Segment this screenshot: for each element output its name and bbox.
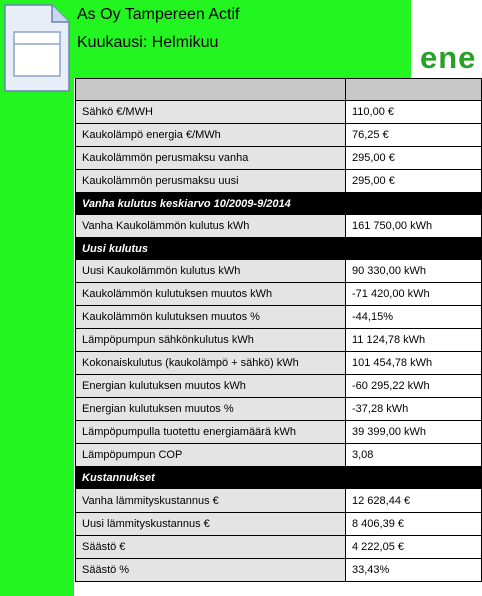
- row-label: Kaukolämmön perusmaksu vanha: [76, 147, 346, 170]
- table-row: [76, 306, 482, 329]
- table-row: [76, 559, 482, 582]
- table-row: [76, 375, 482, 398]
- section-header-row: [76, 238, 482, 260]
- row-label: Energian kulutuksen muutos kWh: [76, 375, 346, 398]
- row-value: 295,00 €: [346, 147, 482, 170]
- row-label: Kaukolämpö energia €/MWh: [76, 124, 346, 147]
- row-value: 8 406,39 €: [346, 513, 482, 536]
- row-value: 11 124,78 kWh: [346, 329, 482, 352]
- row-value: 161 750,00 kWh: [346, 215, 482, 238]
- row-label: Uusi Kaukolämmön kulutus kWh: [76, 260, 346, 283]
- row-value: 76,25 €: [346, 124, 482, 147]
- row-label: Energian kulutuksen muutos %: [76, 398, 346, 421]
- table-row: [76, 489, 482, 513]
- row-label: Uusi lämmityskustannus €: [76, 513, 346, 536]
- table-row: [76, 513, 482, 536]
- company-logo: ene: [420, 40, 477, 75]
- row-value: 90 330,00 kWh: [346, 260, 482, 283]
- row-value: [346, 79, 482, 101]
- row-value: -44,15%: [346, 306, 482, 329]
- report-table: [75, 78, 482, 582]
- row-value: 33,43%: [346, 559, 482, 582]
- table-row: [76, 124, 482, 147]
- row-label: Vanha Kaukolämmön kulutus kWh: [76, 215, 346, 238]
- company-name: As Oy Tampereen Actif: [77, 6, 240, 23]
- row-label: Kokonaiskulutus (kaukolämpö + sähkö) kWh: [76, 352, 346, 375]
- table-row: [76, 283, 482, 306]
- table-row: [76, 147, 482, 170]
- table-row: [76, 170, 482, 193]
- table-row: [76, 329, 482, 352]
- row-value: 295,00 €: [346, 170, 482, 193]
- table-row: [76, 421, 482, 444]
- row-label: [76, 79, 346, 101]
- row-value: 12 628,44 €: [346, 489, 482, 513]
- report-table-container: [75, 78, 482, 582]
- row-value: -71 420,00 kWh: [346, 283, 482, 306]
- row-label: Vanha lämmityskustannus €: [76, 489, 346, 513]
- row-value: -60 295,22 kWh: [346, 375, 482, 398]
- row-label: Kaukolämmön kulutuksen muutos kWh: [76, 283, 346, 306]
- section-title: Uusi kulutus: [76, 238, 482, 260]
- row-value: 4 222,05 €: [346, 536, 482, 559]
- table-row: [76, 260, 482, 283]
- row-label: Säästö €: [76, 536, 346, 559]
- row-label: Lämpöpumpun sähkönkulutus kWh: [76, 329, 346, 352]
- row-label: Lämpöpumpulla tuotettu energiamäärä kWh: [76, 421, 346, 444]
- section-title: Kustannukset: [76, 467, 482, 489]
- month-label: Kuukausi: Helmikuu: [77, 34, 219, 51]
- row-label: Kaukolämmön perusmaksu uusi: [76, 170, 346, 193]
- section-header-row: [76, 193, 482, 215]
- section-header-row: [76, 467, 482, 489]
- table-row: [76, 101, 482, 124]
- row-label: Lämpöpumpun COP: [76, 444, 346, 467]
- row-label: Säästö %: [76, 559, 346, 582]
- table-row: [76, 398, 482, 421]
- table-row: [76, 352, 482, 375]
- row-value: 3,08: [346, 444, 482, 467]
- row-value: 110,00 €: [346, 101, 482, 124]
- table-row: [76, 536, 482, 559]
- row-value: 39 399,00 kWh: [346, 421, 482, 444]
- row-value: 101 454,78 kWh: [346, 352, 482, 375]
- row-value: -37,28 kWh: [346, 398, 482, 421]
- table-row: [76, 444, 482, 467]
- row-label: Kaukolämmön kulutuksen muutos %: [76, 306, 346, 329]
- document-icon: [2, 2, 72, 94]
- blank-header-row: [76, 79, 482, 101]
- row-label: Sähkö €/MWH: [76, 101, 346, 124]
- section-title: Vanha kulutus keskiarvo 10/2009-9/2014: [76, 193, 482, 215]
- table-row: [76, 215, 482, 238]
